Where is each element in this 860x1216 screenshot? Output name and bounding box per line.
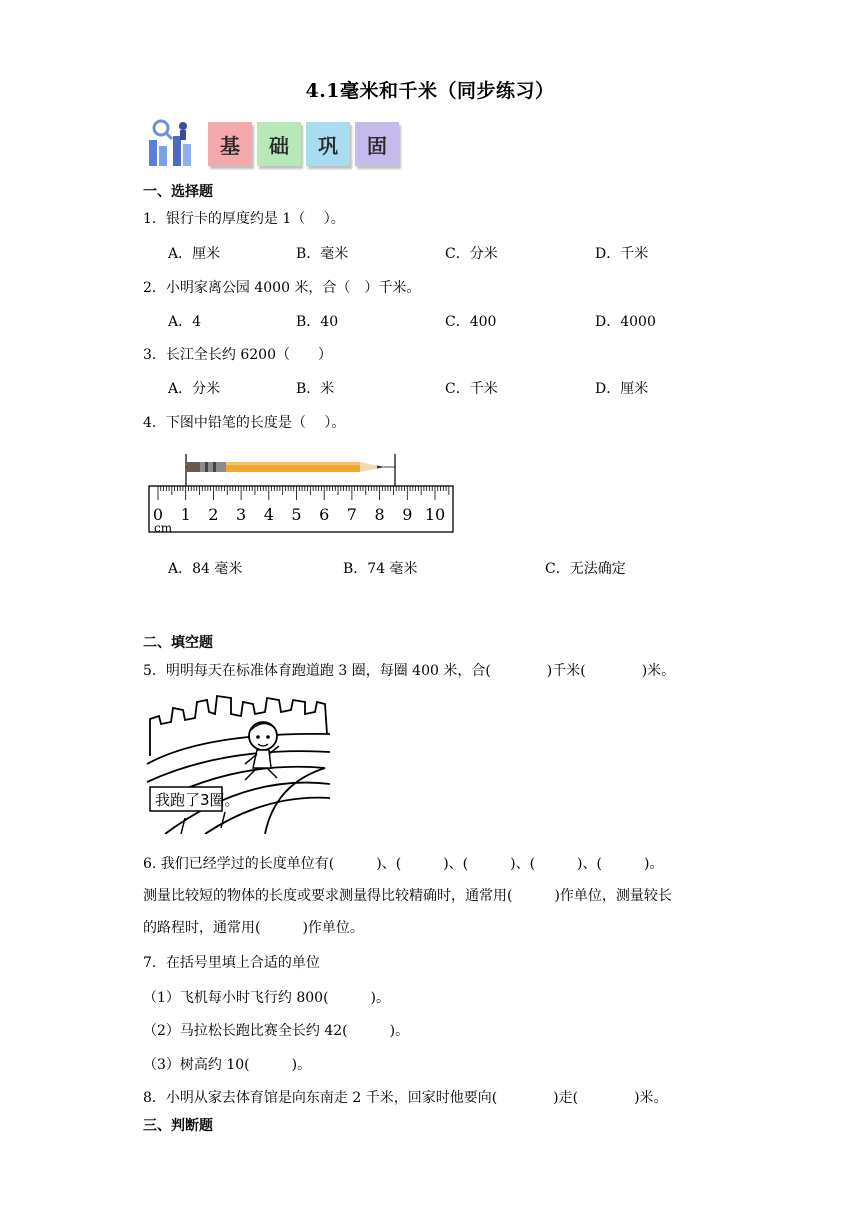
q2-option-c[interactable]: C．400	[445, 314, 497, 330]
q1-option-c[interactable]: C．分米	[445, 246, 498, 262]
question-6-line-1: 6. 我们已经学过的长度单位有( )、( )、( )、( )、( )。	[143, 856, 664, 872]
q1-option-d[interactable]: D．千米	[595, 246, 649, 262]
page-title: 4.1毫米和千米（同步练习）	[305, 80, 555, 102]
question-6-line-3: 的路程时，通常用( )作单位。	[143, 920, 364, 936]
q1-option-b[interactable]: B．毫米	[296, 246, 349, 262]
pencil-icon	[187, 462, 385, 472]
question-7: 7．在括号里填上合适的单位	[143, 955, 320, 971]
q2-option-b[interactable]: B．40	[296, 314, 339, 330]
ruler-label: 0	[152, 505, 164, 524]
q3-option-a[interactable]: A．分米	[168, 381, 221, 397]
banner-char-2: 础	[257, 122, 301, 166]
q1-option-a[interactable]: A．厘米	[168, 246, 221, 262]
ruler-unit: cm	[154, 521, 173, 535]
ruler-label: 5	[291, 505, 302, 524]
question-8: 8．小明从家去体育馆是向东南走 2 千米，回家时他要向( )走( )米。	[143, 1090, 668, 1106]
ruler-label: 2	[208, 505, 219, 524]
ruler-label: 10	[424, 505, 446, 524]
q4-option-c[interactable]: C．无法确定	[545, 561, 626, 577]
banner-char-3: 巩	[306, 122, 350, 166]
section-heading-judge: 三、判断题	[143, 1118, 213, 1134]
question-7-part-3: （3）树高约 10( )。	[143, 1057, 312, 1073]
q3-option-c[interactable]: C．千米	[445, 381, 498, 397]
ruler-label: 6	[319, 505, 330, 524]
ruler-label: 1	[180, 505, 191, 524]
study-illustration-icon	[143, 116, 197, 170]
banner-char-1: 基	[208, 122, 252, 166]
q2-option-d[interactable]: D．4000	[595, 314, 656, 330]
question-2: 2．小明家离公园 4000 米，合（ ）千米。	[143, 280, 421, 296]
question-7-part-1: （1）飞机每小时飞行约 800( )。	[143, 990, 391, 1006]
q4-option-a[interactable]: A．84 毫米	[168, 561, 243, 577]
q2-option-a[interactable]: A．4	[168, 314, 202, 330]
question-5: 5．明明每天在标准体育跑道跑 3 圈，每圈 400 米，合( )千米( )米。	[143, 663, 676, 679]
ruler-label: 8	[374, 505, 385, 524]
section-heading-choice: 一、选择题	[143, 184, 213, 200]
question-6-line-2: 测量比较短的物体的长度或要求测量得比较精确时，通常用( )作单位，测量较长	[143, 888, 672, 904]
q4-option-b[interactable]: B．74 毫米	[343, 561, 418, 577]
pencil-ruler-figure	[145, 448, 460, 538]
question-1: 1．银行卡的厚度约是 1（ ）。	[143, 211, 345, 227]
section-heading-fill: 二、填空题	[143, 635, 213, 651]
speech-bubble-text: 我跑了3圈。	[155, 791, 240, 809]
ruler-label: 9	[402, 505, 413, 524]
ruler-label: 4	[263, 505, 274, 524]
running-track-figure	[145, 694, 335, 834]
question-3: 3．长江全长约 6200（ ）	[143, 347, 332, 363]
q3-option-b[interactable]: B．米	[296, 381, 335, 397]
ruler-label: 7	[346, 505, 357, 524]
ruler-label: 3	[236, 505, 247, 524]
question-4: 4．下图中铅笔的长度是（ ）。	[143, 415, 346, 431]
question-7-part-2: （2）马拉松长跑比赛全长约 42( )。	[143, 1023, 410, 1039]
banner-char-4: 固	[355, 122, 399, 166]
q3-option-d[interactable]: D．厘米	[595, 381, 649, 397]
